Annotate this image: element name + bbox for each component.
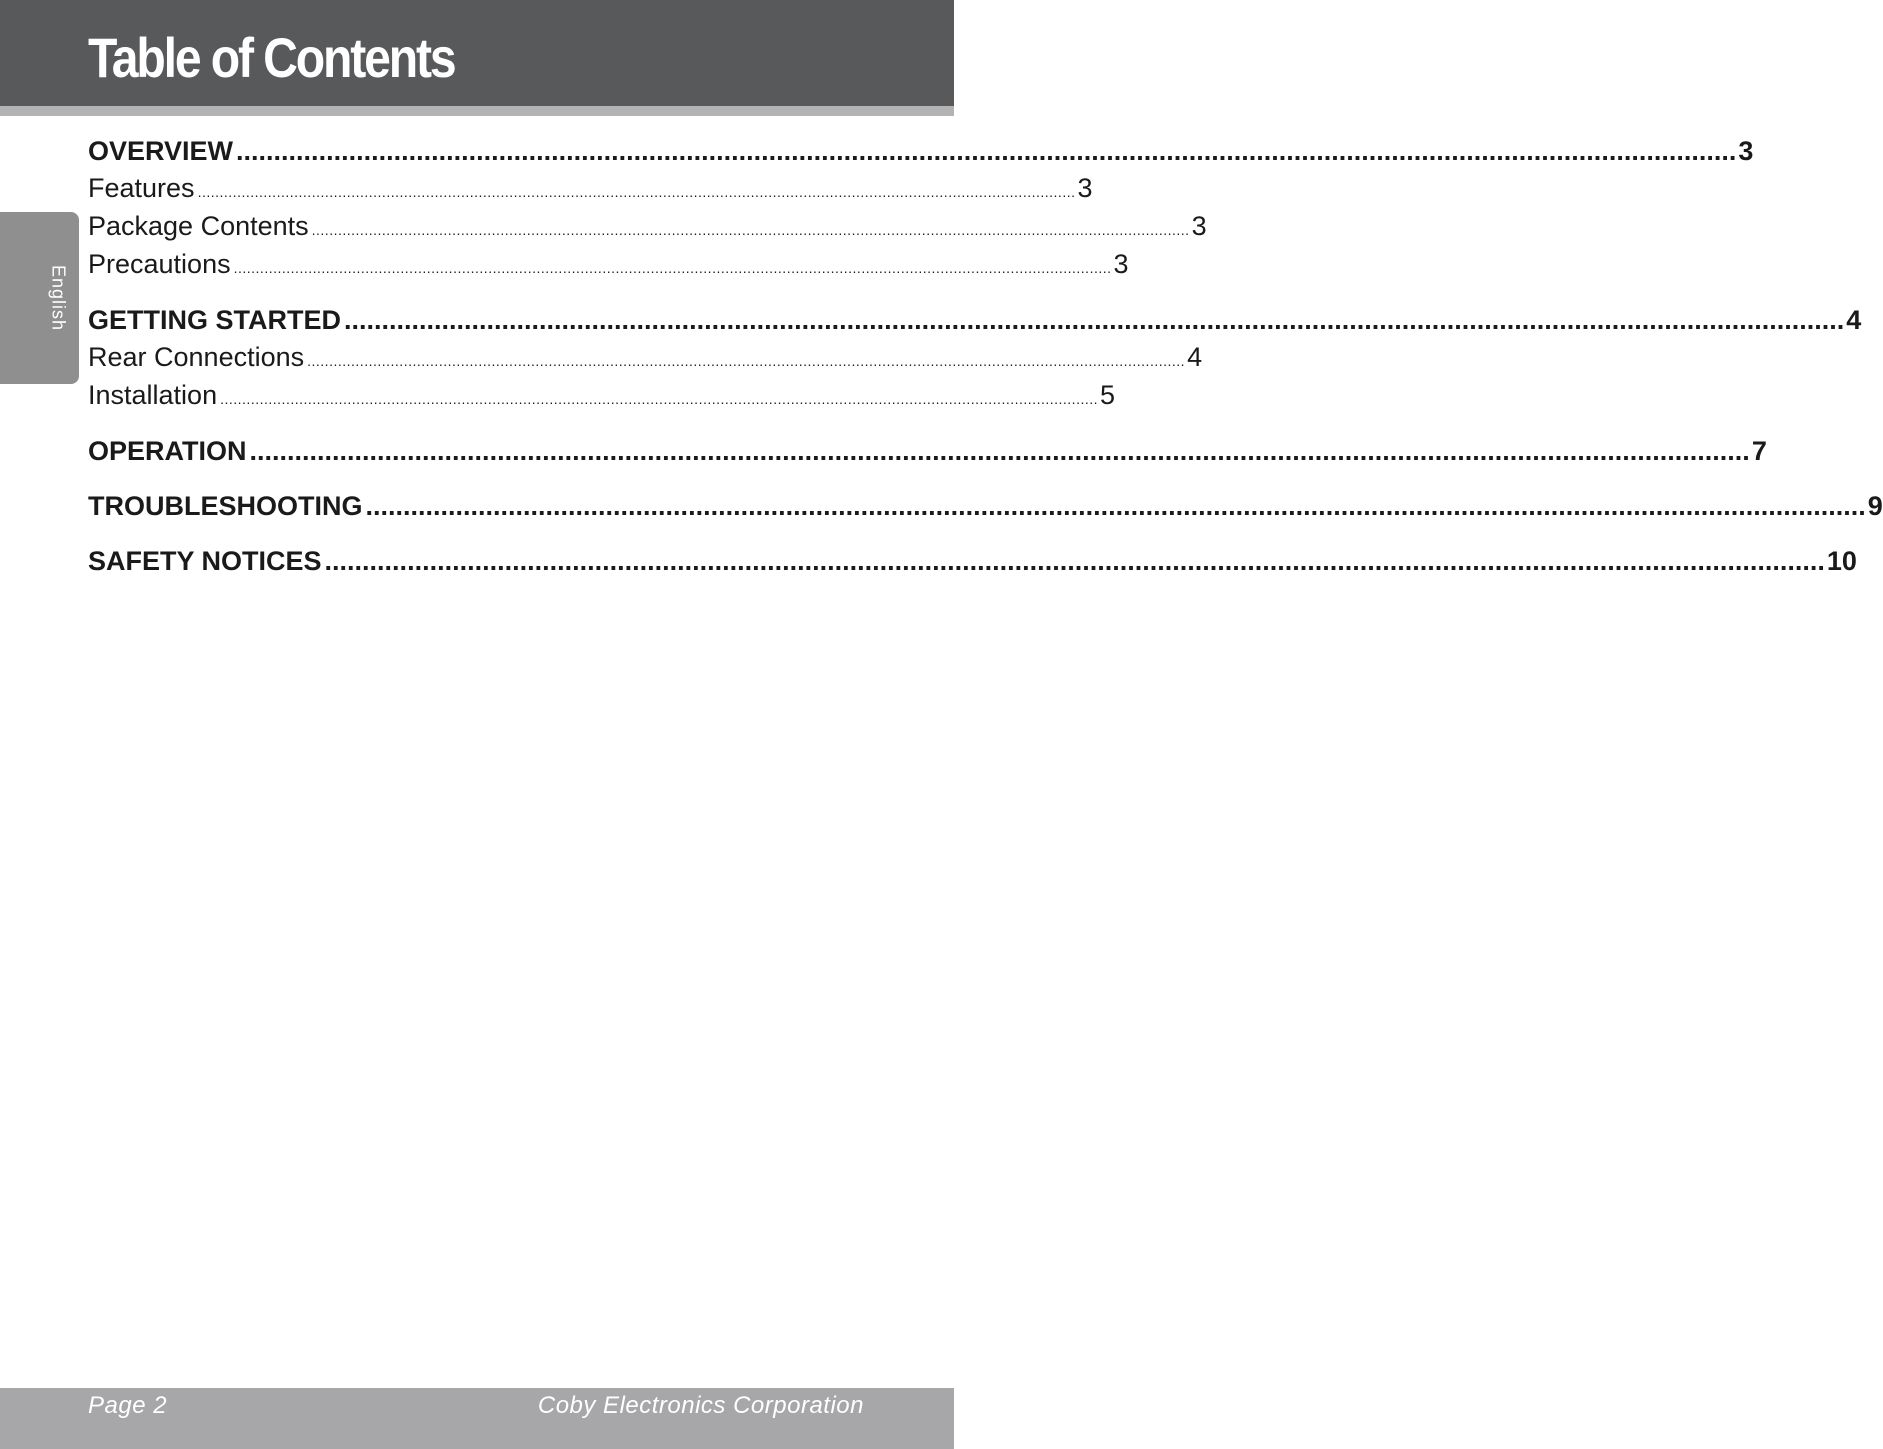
toc-entry-package-contents[interactable] [88, 211, 1207, 249]
toc-entry-troubleshooting[interactable] [88, 491, 1883, 528]
toc-page-number: 10 [1826, 546, 1857, 576]
leader-dots: ........................................................................................................................................................................................................ [236, 136, 1737, 166]
toc-label: Precautions [88, 249, 231, 279]
toc-entry-precautions[interactable] [88, 249, 1129, 287]
toc-entry-safety-notices[interactable] [88, 546, 1857, 583]
toc-entry-getting-started[interactable] [88, 305, 1862, 342]
toc-page-number: 3 [1191, 211, 1207, 241]
leader-dots: ........................................................................................................................................................................................................ [365, 491, 1866, 521]
leader-dots: ........................................................................................................................................................................................................ [197, 184, 1076, 200]
toc-label: OVERVIEW [88, 136, 234, 166]
toc-gap [88, 287, 864, 305]
leader-dots: ........................................................................................................................................................................................................ [307, 353, 1186, 369]
toc-page-number: 3 [1738, 136, 1754, 166]
toc-page-number: 3 [1077, 173, 1093, 203]
toc-gap [88, 473, 864, 491]
leader-dots: ........................................................................................................................................................................................................ [311, 222, 1190, 238]
leader-dots: ........................................................................................................................................................................................................ [324, 546, 1825, 576]
toc-entry-features[interactable] [88, 173, 1093, 211]
toc-label: Rear Connections [88, 342, 305, 372]
toc-entry-overview[interactable] [88, 136, 1754, 173]
page-title: Table of Contents [88, 26, 455, 89]
toc-label: OPERATION [88, 436, 247, 466]
toc-label: Features [88, 173, 195, 203]
toc-page-number: 5 [1100, 380, 1116, 410]
leader-dots: ........................................................................................................................................................................................................ [233, 260, 1112, 276]
toc-page-number: 3 [1113, 249, 1129, 279]
leader-dots: ........................................................................................................................................................................................................ [249, 436, 1750, 466]
toc-entry-installation[interactable] [88, 380, 1116, 418]
header-stripe [0, 106, 954, 116]
toc-entry-operation[interactable] [88, 436, 1767, 473]
toc-page-number: 9 [1867, 491, 1883, 521]
leader-dots: ........................................................................................................................................................................................................ [220, 391, 1099, 407]
toc-label: Installation [88, 380, 218, 410]
table-of-contents [88, 136, 1883, 583]
footer-company-name: Coby Electronics Corporation [537, 1392, 864, 1419]
toc-page-number: 7 [1751, 436, 1767, 466]
toc-gap [88, 528, 864, 546]
toc-label: Package Contents [88, 211, 309, 241]
footer-page-number: Page 2 [88, 1392, 168, 1419]
toc-label: TROUBLESHOOTING [88, 491, 363, 521]
toc-label: SAFETY NOTICES [88, 546, 322, 576]
toc-entry-rear-connections[interactable] [88, 342, 1203, 380]
toc-page-number: 4 [1846, 305, 1862, 335]
leader-dots: ........................................................................................................................................................................................................ [344, 305, 1845, 335]
language-tab-label: English [48, 264, 69, 332]
toc-gap [88, 418, 864, 436]
toc-page-number: 4 [1187, 342, 1203, 372]
toc-label: GETTING STARTED [88, 305, 341, 335]
